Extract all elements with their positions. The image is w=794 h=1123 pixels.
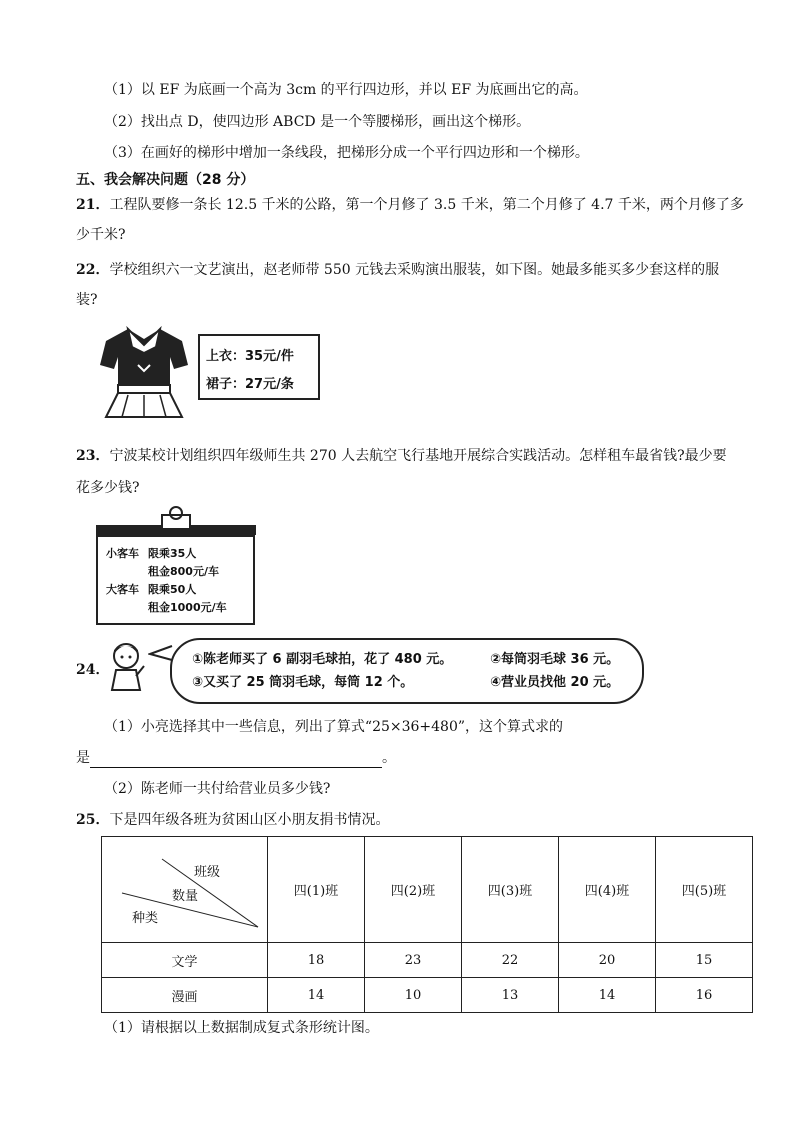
uniform-icon [98,325,190,423]
small-bus-rent: 租金800元/车 [148,565,219,578]
price-top: 上衣：35元/件 [206,349,294,364]
donation-table [101,836,753,1013]
row-kind: 漫画 [102,978,268,1013]
answer-blank[interactable] [90,753,382,768]
row-kind: 文学 [102,943,268,978]
big-bus-rent: 租金1000元/车 [148,601,227,614]
table-cell: 18 [268,943,365,978]
question-number: 23． [76,448,110,464]
table-cell: 16 [656,978,753,1013]
question-24 [76,660,109,680]
table-cell: 13 [462,978,559,1013]
q24-sub1: （1）小亮选择其中一些信息，列出了算式“25×36+480”，这个算式求的 [104,719,564,735]
header-qty: 数量 [172,889,199,904]
instruction-1: （1）以 EF 为底画一个高为 3cm 的平行四边形，并以 EF 为底画出它的高。 [104,82,588,98]
question-22 [76,260,719,280]
table-cell: 14 [268,978,365,1013]
big-bus-limit: 限乘50人 [148,583,197,596]
question-25 [76,810,389,830]
diagonal-header-cell [102,837,268,943]
big-bus-name: 大客车 [106,583,139,596]
question-21 [76,195,744,215]
q24-sub2: （2）陈老师一共付给营业员多少钱? [104,781,331,797]
info-4: ④营业员找他 20 元。 [490,675,620,690]
student-icon [106,640,146,692]
table-cell: 22 [462,943,559,978]
table-cell: 14 [559,978,656,1013]
table-header-row [102,837,753,943]
board-clip-icon [96,505,256,537]
question-23 [76,446,727,466]
info-1: ①陈老师买了 6 副羽毛球拍，花了 480 元。 [192,652,453,667]
small-bus-name: 小客车 [106,547,139,560]
class-header: 四(3)班 [462,837,559,943]
q24-sub1-answer [76,748,396,768]
answer-end: 。 [382,750,396,766]
question-text: 下是四年级各班为贫困山区小朋友捐书情况。 [109,812,390,828]
header-class: 班级 [194,865,221,880]
table-cell: 15 [656,943,753,978]
table-row [102,943,753,978]
question-22-cont: 装? [76,292,98,308]
question-text: 学校组织六一文艺演出，赵老师带 550 元钱去采购演出服装，如下图。她最多能买多少套这样的服 [109,262,720,278]
question-number: 25． [76,812,110,828]
class-header: 四(4)班 [559,837,656,943]
header-kind: 种类 [132,911,159,926]
instruction-2: （2）找出点 D，使四边形 ABCD 是一个等腰梯形，画出这个梯形。 [104,114,531,130]
table-cell: 20 [559,943,656,978]
class-header: 四(2)班 [365,837,462,943]
table-cell: 10 [365,978,462,1013]
question-text: 宁波某校计划组织四年级师生共 270 人去航空飞行基地开展综合实践活动。怎样租车最省钱?最少要 [109,448,727,464]
question-23-cont: 花多少钱? [76,480,140,496]
price-box [198,334,320,400]
info-3: ③又买了 25 筒羽毛球，每筒 12 个。 [192,675,414,690]
question-number: 24． [76,662,110,678]
price-skirt: 裙子：27元/条 [206,377,294,392]
info-2: ②每筒羽毛球 36 元。 [490,652,620,667]
bus-price-board [96,535,255,625]
section-title: 五、我会解决问题（28 分） [76,172,255,188]
question-text: 工程队要修一条长 12.5 千米的公路，第一个月修了 3.5 千米，第二个月修了 4.7 千米，两个月修了多 [109,197,744,213]
instruction-3: （3）在画好的梯形中增加一条线段，把梯形分成一个平行四边形和一个梯形。 [104,145,589,161]
table-cell: 23 [365,943,462,978]
small-bus-limit: 限乘35人 [148,547,197,560]
table-row [102,978,753,1013]
question-number: 22． [76,262,110,278]
class-header: 四(5)班 [656,837,753,943]
question-21-cont: 少千米? [76,227,126,243]
speech-bubble [170,638,644,704]
question-number: 21． [76,197,110,213]
class-header: 四(1)班 [268,837,365,943]
q25-sub1: （1）请根据以上数据制成复式条形统计图。 [104,1020,379,1036]
answer-prefix: 是 [76,750,90,766]
